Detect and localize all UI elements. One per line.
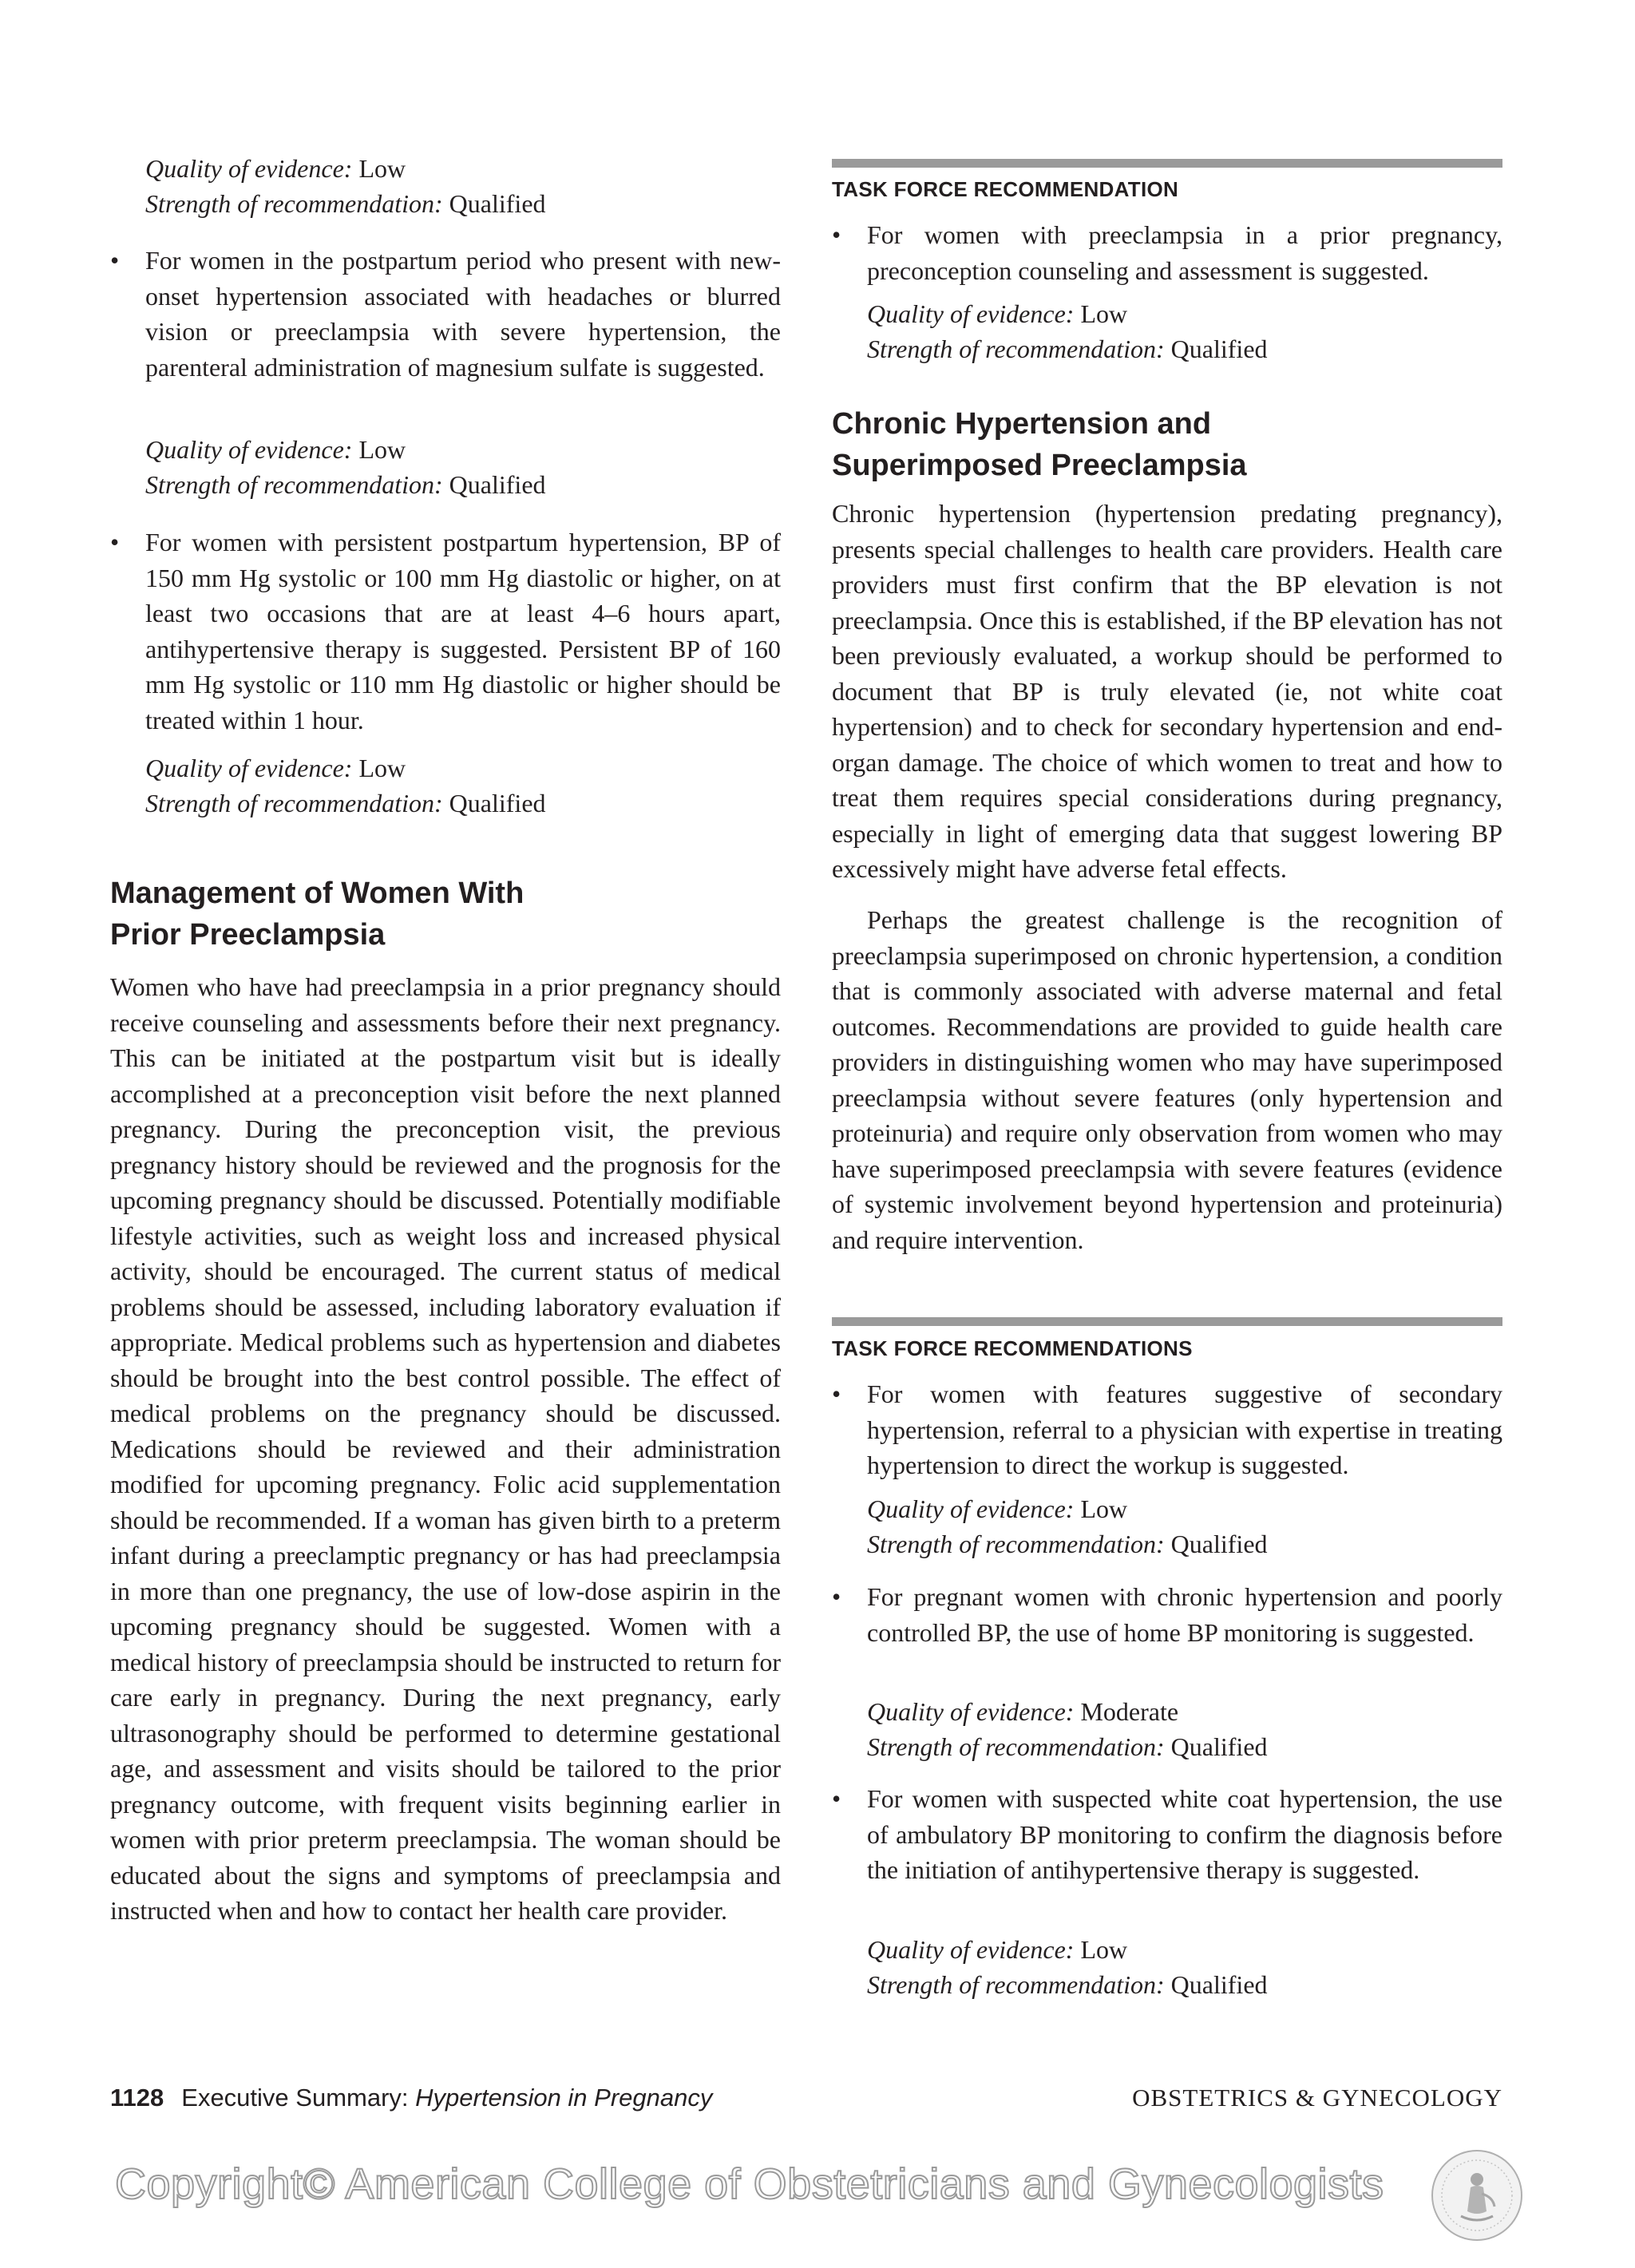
recommendation-strength-6: Strength of recommendation: Qualified [867, 1732, 1268, 1761]
evidence-quality-5: Quality of evidence: Low [867, 1494, 1128, 1523]
bullet-icon: • [110, 246, 120, 275]
recommendation-strength-5: Strength of recommendation: Qualified [867, 1530, 1268, 1558]
evidence-quality-6: Quality of evidence: Moderate [867, 1697, 1179, 1726]
page-number: 1128 [110, 2084, 164, 2112]
chronic-hypertension-paragraph-2: Perhaps the greatest challenge is the recognition of preeclampsia superimposed on chronic hypertension, a condition that is commonly associated with adverse maternal and fetal outcomes. Recommendations are provided to guide health care providers in distinguishing women who may have superimposed preeclampsia without severe features (only hypertension and proteinuria) and require only observation from women who may have superimposed preeclampsia with severe features (evidence of systemic involvement beyond hypertension and proteinuria) and require intervention. [832, 905, 1502, 1254]
task-force-divider-2 [832, 1317, 1502, 1326]
evidence-quality-2: Quality of evidence: Low [145, 435, 406, 464]
recommendation-bullet-magnesium: • For women in the postpartum period who present with new-onset hypertension associated with headaches or blurred vision or preeclampsia with severe hypertension, the parenteral administration of magnesium sulfate is suggested. [110, 243, 781, 385]
bullet-icon: • [832, 220, 841, 249]
evidence-quality-4: Quality of evidence: Low [867, 299, 1128, 328]
page-footer-running-title: 1128 Executive Summary: Hypertension in Pregnancy [110, 2084, 713, 2112]
evidence-quality-7: Quality of evidence: Low [867, 1935, 1128, 1964]
task-force-divider-1 [832, 159, 1502, 168]
recommendation-strength-1: Strength of recommendation: Qualified [145, 189, 546, 218]
section-heading-chronic-hypertension: Chronic Hypertension and Superimposed Preeclampsia [832, 407, 1247, 482]
section-heading-prior-preeclampsia: Management of Women With Prior Preeclampsia [110, 877, 525, 952]
prior-preeclampsia-paragraph: Women who have had preeclampsia in a prior pregnancy should receive counseling and assessments before their next pregnancy. This can be initiated at the postpartum visit but is ideally accomplished at a preconception visit before the next planned pregnancy. During the preconception visit, the previous pregnancy history should be reviewed and the prognosis for the upcoming pregnancy should be discussed. Potentially modifiable lifestyle activities, such as weight loss and increased physical activity, should be encouraged. The current status of medical problems should be assessed, including laboratory evaluation if appropriate. Medical problems such as hypertension and diabetes should be brought into the best control possible. The effect of medical problems on the pregnancy should be discussed. Medications should be reviewed and their administration modified for upcoming pregnancy. Folic acid supplementation should be recommended. If a woman has given birth to a preterm infant during a preeclamptic pregnancy or has had preeclampsia in more than one pregnancy, the use of low-dose aspirin in the upcoming pregnancy should be suggested. Women with a medical history of preeclampsia should be instructed to return for care early in pregnancy. During the next pregnancy, early ultrasonography should be performed to determine gestational age, and assessment and visits should be tailored to the prior pregnancy outcome, with frequent visits beginning earlier in women with prior preterm preeclampsia. The woman should be educated about the signs and symptoms of preeclampsia and instructed when and how to contact her health care provider. [110, 972, 781, 1925]
recommendation-strength-7: Strength of recommendation: Qualified [867, 1970, 1268, 1999]
evidence-quality-3: Quality of evidence: Low [145, 754, 406, 782]
bullet-icon: • [832, 1784, 841, 1813]
recommendation-bullet-ambulatory-bp: • For women with suspected white coat hypertension, the use of ambulatory BP monitoring to confirm the diagnosis before the initiation of antihypertensive therapy is suggested. [832, 1781, 1502, 1888]
bullet-icon: • [832, 1582, 841, 1611]
recommendation-strength-4: Strength of recommendation: Qualified [867, 334, 1268, 363]
bullet-icon: • [110, 528, 120, 556]
journal-name: OBSTETRICS & GYNECOLOGY [1132, 2084, 1502, 2112]
acog-seal-icon [1429, 2147, 1525, 2243]
recommendation-strength-2: Strength of recommendation: Qualified [145, 470, 546, 499]
chronic-hypertension-paragraph-1: Chronic hypertension (hypertension predating pregnancy), presents special challenges to health care providers. Health care providers must first confirm that the BP elevation is not preeclampsia. Once this is established, if the BP elevation has not been previously evaluated, a workup should be performed to document that BP is truly elevated (ie, not white coat hypertension) and to check for secondary hypertension and end-organ damage. The choice of which women to treat and how to treat them requires special considerations during pregnancy, especially in light of emerging data that suggest lowering BP excessively might have adverse fetal effects. [832, 499, 1502, 883]
task-force-label-1: TASK FORCE RECOMMENDATION [832, 177, 1179, 201]
recommendation-bullet-home-bp: • For pregnant women with chronic hypertension and poorly controlled BP, the use of home BP monitoring is suggested. [832, 1579, 1502, 1650]
recommendation-strength-3: Strength of recommendation: Qualified [145, 789, 546, 817]
recommendation-bullet-secondary-hypertension: • For women with features suggestive of secondary hypertension, referral to a physician with expertise in treating hypertension to direct the workup is suggested. [832, 1376, 1502, 1483]
bullet-icon: • [832, 1379, 841, 1408]
recommendation-bullet-preconception: • For women with preeclampsia in a prior pregnancy, preconception counseling and assessment is suggested. [832, 217, 1502, 288]
task-force-label-2: TASK FORCE RECOMMENDATIONS [832, 1336, 1193, 1360]
copyright-watermark: Copyright© American College of Obstetricians and Gynecologists [115, 2160, 1384, 2208]
recommendation-bullet-postpartum-bp: • For women with persistent postpartum hypertension, BP of 150 mm Hg systolic or 100 mm Hg diastolic or higher, on at least two occasions that are at least 4–6 hours apart, antihypertensive therapy is suggested. Persistent BP of 160 mm Hg systolic or 110 mm Hg diastolic or higher should be treated within 1 hour. [110, 524, 781, 738]
evidence-quality-1: Quality of evidence: Low [145, 154, 406, 183]
